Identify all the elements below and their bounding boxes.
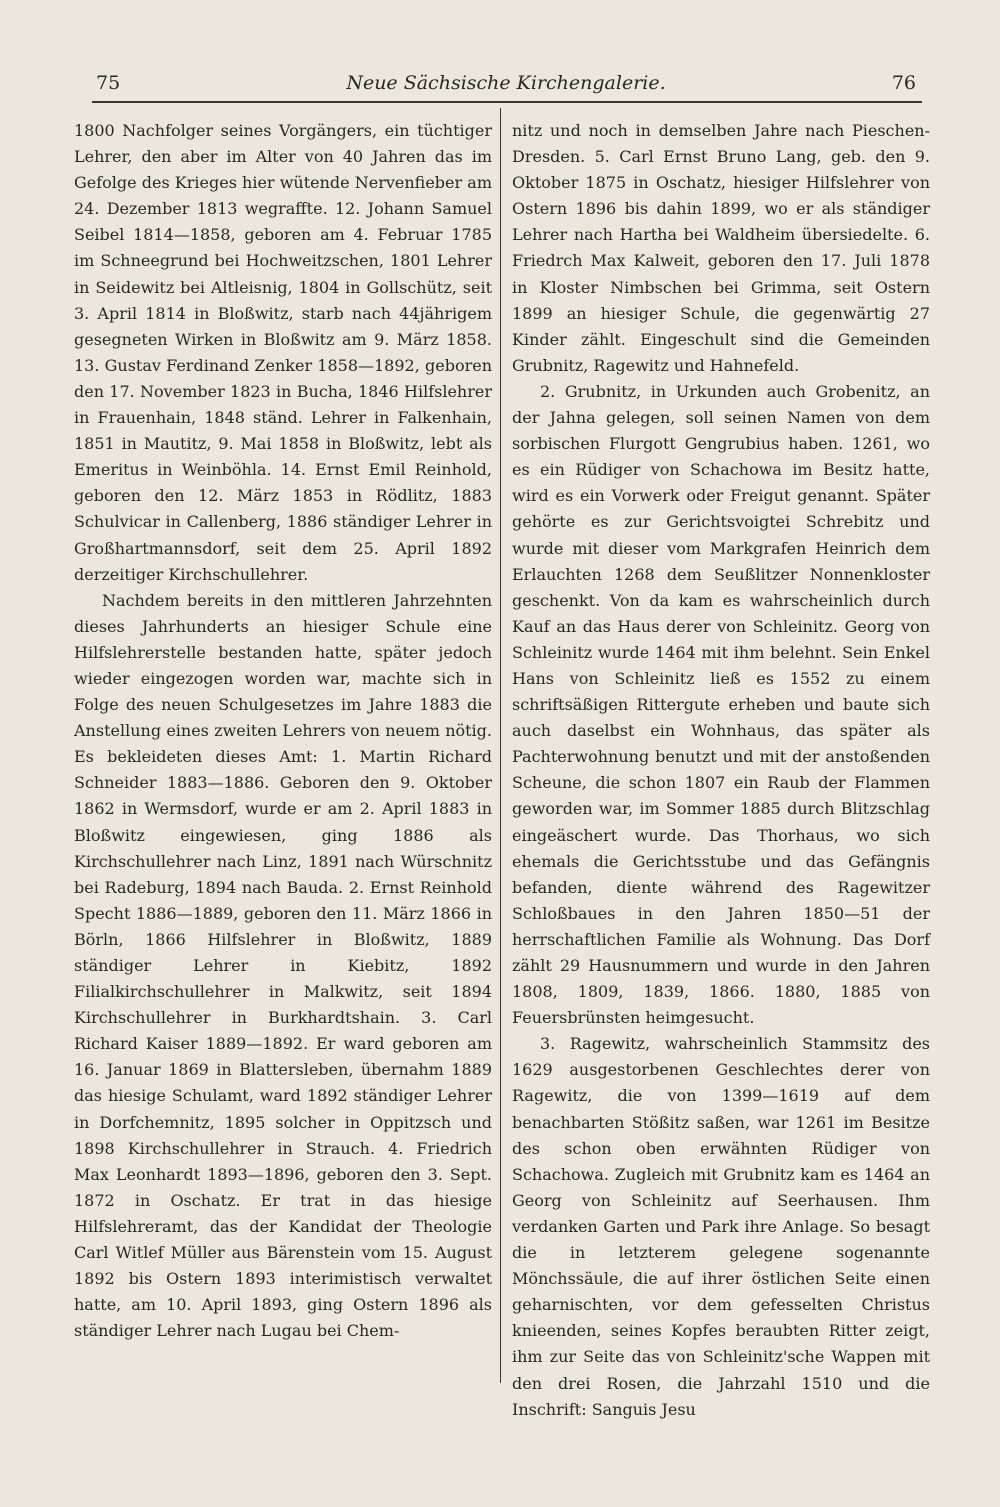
paragraph: 1800 Nachfolger seines Vorgängers, ein tüchtiger Lehrer, den aber im Alter von 40 Jahren das im Gefolge des Krieges hier wütende Nervenfieber am 24. Dezember 1813 wegraffte. 12. Johann Samuel Seibel 1814—1858, geboren am 4. Februar 1785 im Schneegrund bei Hochweitzschen, 1801 Lehrer in Seidewitz bei Altleisnig, 1804 in Gollschütz, seit 3. April 1814 in Bloßwitz, starb nach 44jährigem gesegneten Wirken in Bloßwitz am 9. März 1858. 13. Gustav Ferdinand Zenker 1858—1892, geboren den 17. November 1823 in Bucha, 1846 Hilfslehrer in Frauenhain, 1848 ständ. Lehrer in Falkenhain, 1851 in Mautitz, 9. Mai 1858 in Bloßwitz, lebt als Emeritus in Weinböhla. 14. Ernst Emil Reinhold, geboren den 12. März 1853 in Rödlitz, 1883 Schulvicar in Callenberg, 1886 ständiger Lehrer in Großhartmannsdorf, seit dem 25. April 1892 derzeitiger Kirchschullehrer.	[74, 121, 492, 584]
paragraph: 3. Ragewitz, wahrscheinlich Stammsitz des 1629 ausgestorbenen Geschlechtes derer von Ragewitz, die von 1399—1619 auf dem benachbarten Stößitz saßen, war 1261 im Besitze des schon oben erwähnten Rüdiger von Schachowa. Zugleich mit Grubnitz kam es 1464 an Georg von Schleinitz auf Seerhausen. Ihm verdanken Garten und Park ihre Anlage. So besagt die in letzterem gelegene sogenannte Mönchssäule, die auf ihrer östlichen Seite einen geharnischten, vor dem gefesselten Christus knieenden, seines Kopfes beraubten Ritter zeigt, ihm zur Seite das von Schleinitz'sche Wappen mit den drei Rosen, die Jahrzahl 1510 und die Inschrift: Sanguis Jesu	[512, 1034, 930, 1419]
column-divider	[500, 108, 501, 1383]
left-column	[74, 118, 492, 1344]
paragraph: 2. Grubnitz, in Urkunden auch Grobenitz, an der Jahna gelegen, soll seinen Namen von dem sorbischen Flurgott Gengrubius haben. 1261, wo es ein Rüdiger von Schachowa im Besitz hatte, wird es ein Vorwerk oder Freigut genannt. Später gehörte es zur Gerichtsvoigtei Schrebitz und wurde mit dieser vom Markgrafen Heinrich dem Erlauchten 1268 dem Seußlitzer Nonnenkloster geschenkt. Von da kam es wahrscheinlich durch Kauf an das Haus derer von Schleinitz. Georg von Schleinitz wurde 1464 mit ihm belehnt. Sein Enkel Hans von Schleinitz ließ es 1552 zu einem schriftsäßigen Rittergute erheben und baute sich auch daselbst ein Wohnhaus, das später als Pachterwohnung benutzt und mit der anstoßenden Scheune, die schon 1807 ein Raub der Flammen geworden war, im Sommer 1885 durch Blitzschlag eingeäschert wurde. Das Thorhaus, wo sich ehemals die Gerichtsstube und das Gefängnis befanden, diente während des Ragewitzer Schloßbaues in den Jahren 1850—51 der herrschaftlichen Familie als Wohnung. Das Dorf zählt 29 Hausnummern und wurde in den Jahren 1808, 1809, 1839, 1866. 1880, 1885 von Feuersbrünsten heimgesucht.	[512, 381, 930, 1028]
paragraph: nitz und noch in demselben Jahre nach Pieschen-Dresden. 5. Carl Ernst Bruno Lang, geb. den 9. Oktober 1875 in Oschatz, hiesiger Hilfslehrer von Ostern 1896 bis dahin 1899, wo er als ständiger Lehrer nach Hartha bei Waldheim übersiedelte. 6. Friedrch Max Kalweit, geboren den 17. Juli 1878 in Kloster Nimbschen bei Grimma, seit Ostern 1899 an hiesiger Schule, die gegenwärtig 27 Kinder zählt. Eingeschult sind die Gemeinden Grubnitz, Ragewitz und Hahnefeld.	[512, 121, 930, 375]
paragraph: Nachdem bereits in den mittleren Jahrzehnten dieses Jahrhunderts an hiesiger Schule eine Hilfslehrerstelle bestanden hatte, später jedoch wieder eingezogen worden war, machte sich in Folge des neuen Schulgesetzes im Jahre 1883 die Anstellung eines zweiten Lehrers von neuem nötig. Es bekleideten dieses Amt: 1. Martin Richard Schneider 1883—1886. Geboren den 9. Oktober 1862 in Wermsdorf, wurde er am 2. April 1883 in Bloßwitz eingewiesen, ging 1886 als Kirchschullehrer nach Linz, 1891 nach Würschnitz bei Radeburg, 1894 nach Bauda. 2. Ernst Reinhold Specht 1886—1889, geboren den 11. März 1866 in Börln, 1866 Hilfslehrer in Bloßwitz, 1889 ständiger Lehrer in Kiebitz, 1892 Filialkirchschullehrer in Malkwitz, seit 1894 Kirchschullehrer in Burkhardtshain. 3. Carl Richard Kaiser 1889—1892. Er ward geboren am 16. Januar 1869 in Blattersleben, übernahm 1889 das hiesige Schulamt, ward 1892 ständiger Lehrer in Dorfchemnitz, 1895 solcher in Oppitzsch und 1898 Kirchschullehrer in Strauch. 4. Friedrich Max Leonhardt 1893—1896, geboren den 3. Sept. 1872 in Oschatz. Er trat in das hiesige Hilfslehreramt, das der Kandidat der Theologie Carl Witlef Müller aus Bärenstein vom 15. August 1892 bis Ostern 1893 interimistisch verwaltet hatte, am 10. April 1893, ging Ostern 1896 als ständiger Lehrer nach Lugau bei Chem-	[74, 590, 492, 1341]
running-header	[96, 72, 916, 98]
page-number-left: 75	[96, 72, 121, 94]
header-rule	[92, 101, 922, 103]
running-title: Neue Sächsische Kirchengalerie.	[346, 72, 666, 94]
right-column	[512, 118, 930, 1423]
page-number-right: 76	[891, 72, 916, 94]
